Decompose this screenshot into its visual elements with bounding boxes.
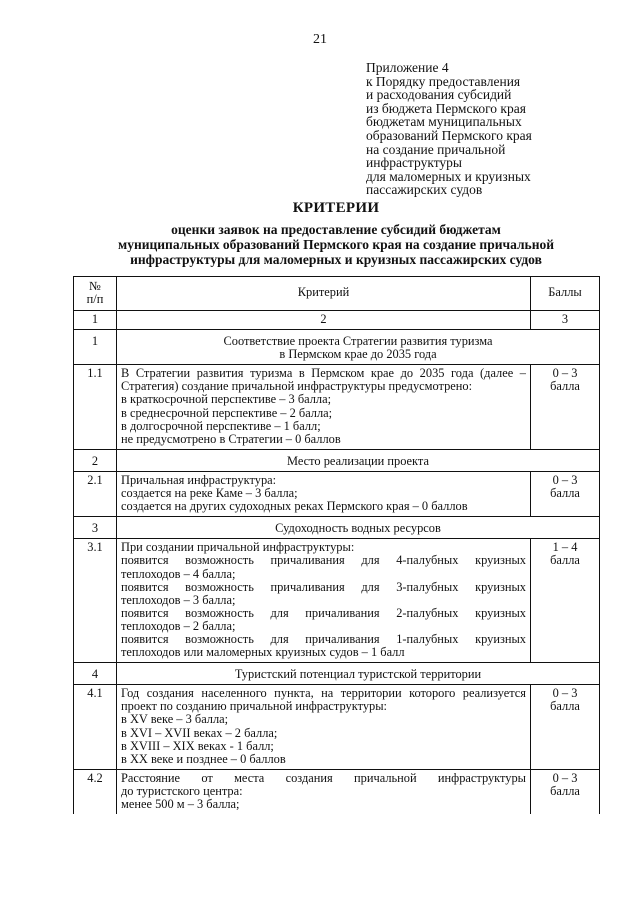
criterion-line: в среднесрочной перспективе – 2 балла; [121,405,333,420]
criterion-line: Стратегия) создание причальной инфраструктуры предусмотрено: [121,379,473,394]
index-cell: 3 [531,311,600,330]
criterion-text [117,769,531,814]
index-cell: 2 [117,311,531,330]
section-title: Судоходность водных ресурсов [117,517,600,539]
section-number: 2 [74,449,117,471]
header-number [74,277,117,311]
section-title: Место реализации проекта [117,449,600,471]
header-criterion: Критерий [117,277,531,311]
appendix-line: из бюджета Пермского края [366,100,526,116]
row-number: 3.1 [74,539,117,663]
criterion-line: в XVIII – XIX веках - 1 балл; [121,738,274,753]
criterion-line: до туристского центра: [121,783,243,798]
criterion-line: Расстояние от места создания причальной инфраструктуры [121,770,526,785]
criterion-line: Причальная инфраструктура: [121,472,277,487]
page-number: 21 [313,32,327,47]
row-number: 4.2 [74,769,117,814]
section-number: 4 [74,663,117,685]
score-cell [531,769,600,814]
score-range: 0 – 3 [552,686,578,701]
criterion-line: теплоходов или маломерных круизных судов – 1 балл [121,645,405,660]
section-number: 1 [74,330,117,365]
appendix-header [366,61,628,197]
criterion-line: Год создания населенного пункта, на территории которого реализуется [121,686,526,701]
appendix-line: инфраструктуры [366,155,462,171]
section-number: 3 [74,517,117,539]
score-cell [531,471,600,516]
table-row [74,769,600,814]
criterion-line: При создании причальной инфраструктуры: [121,540,355,555]
subtitle-line: муниципальных образований Пермского края на создание причальной [118,237,554,252]
criterion-line: появится возможность причаливания для 3-палубных круизных [121,579,526,594]
criterion-line: В Стратегии развития туризма в Пермском крае до 2035 года (далее – [121,366,526,381]
criterion-line: проект по созданию причальной инфраструктуры: [121,699,387,714]
appendix-line: бюджетам муниципальных [366,114,522,130]
score-unit: балла [550,699,580,714]
criterion-text [117,539,531,663]
criterion-line: теплоходов – 2 балла; [121,618,236,633]
score-range: 1 – 4 [552,540,578,555]
appendix-line: образований Пермского края [366,127,532,143]
score-range: 0 – 3 [552,366,578,381]
header-score: Баллы [531,277,600,311]
criterion-line: в долгосрочной перспективе – 1 балл; [121,418,321,433]
score-unit: балла [550,553,580,568]
document-title: КРИТЕРИИ [292,200,380,216]
criterion-text [117,685,531,770]
score-cell [531,365,600,450]
criterion-line: появится возможность причаливания для 4-палубных круизных [121,553,526,568]
appendix-line: пассажирских судов [366,182,483,198]
section-title: Туристский потенциал туристской территории [117,663,600,685]
document-subtitle [64,222,608,267]
appendix-line: для маломерных и круизных [366,168,531,184]
table-row [74,471,600,516]
score-cell [531,539,600,663]
index-row [74,311,600,330]
header-number-line: п/п [86,292,104,306]
appendix-line: на создание причальной [366,141,506,157]
score-unit: балла [550,783,580,798]
criterion-line: в XVI – XVII веках – 2 балла; [121,725,278,740]
criterion-text [117,365,531,450]
section-row [74,517,600,539]
criterion-line: теплоходов – 3 балла; [121,592,236,607]
criterion-line: появится возможность для причаливания 2-палубных круизных [121,605,526,620]
table-row [74,685,600,770]
section-title-line: Соответствие проекта Стратегии развития туризма [223,334,493,349]
criterion-line: создается на реке Каме – 3 балла; [121,486,298,501]
appendix-line: к Порядку предоставления [366,73,521,89]
subtitle-line: оценки заявок на предоставление субсидий бюджетам [171,222,501,237]
appendix-line: и расходования субсидий [366,87,512,103]
criterion-line: менее 500 м – 3 балла; [121,797,240,811]
table-row [74,539,600,663]
subtitle-line: инфраструктуры для маломерных и круизных пассажирских судов [130,252,542,267]
section-title-line: в Пермском крае до 2035 года [279,347,437,362]
section-title [117,330,600,365]
row-number: 2.1 [74,471,117,516]
section-row [74,330,600,365]
criterion-text [117,471,531,516]
criterion-line: в краткосрочной перспективе – 3 балла; [121,392,332,407]
score-range: 0 – 3 [552,472,578,487]
table-row [74,365,600,450]
section-row [74,449,600,471]
score-range: 0 – 3 [552,770,578,785]
index-cell: 1 [74,311,117,330]
section-row [74,663,600,685]
criterion-line: появится возможность для причаливания 1-палубных круизных [121,631,526,646]
criteria-table [73,276,600,814]
appendix-line: Приложение 4 [366,60,449,75]
table-header-row [74,277,600,311]
criterion-line: теплоходов – 4 балла; [121,566,236,581]
score-unit: балла [550,379,580,394]
criterion-line: не предусмотрено в Стратегии – 0 баллов [121,431,341,446]
criterion-line: в XV веке – 3 балла; [121,712,229,727]
score-unit: балла [550,486,580,501]
row-number: 1.1 [74,365,117,450]
row-number: 4.1 [74,685,117,770]
criterion-line: в XX веке и позднее – 0 баллов [121,751,286,766]
score-cell [531,685,600,770]
header-number-line: № [89,278,101,293]
criterion-line: создается на других судоходных реках Пермского края – 0 баллов [121,499,468,514]
